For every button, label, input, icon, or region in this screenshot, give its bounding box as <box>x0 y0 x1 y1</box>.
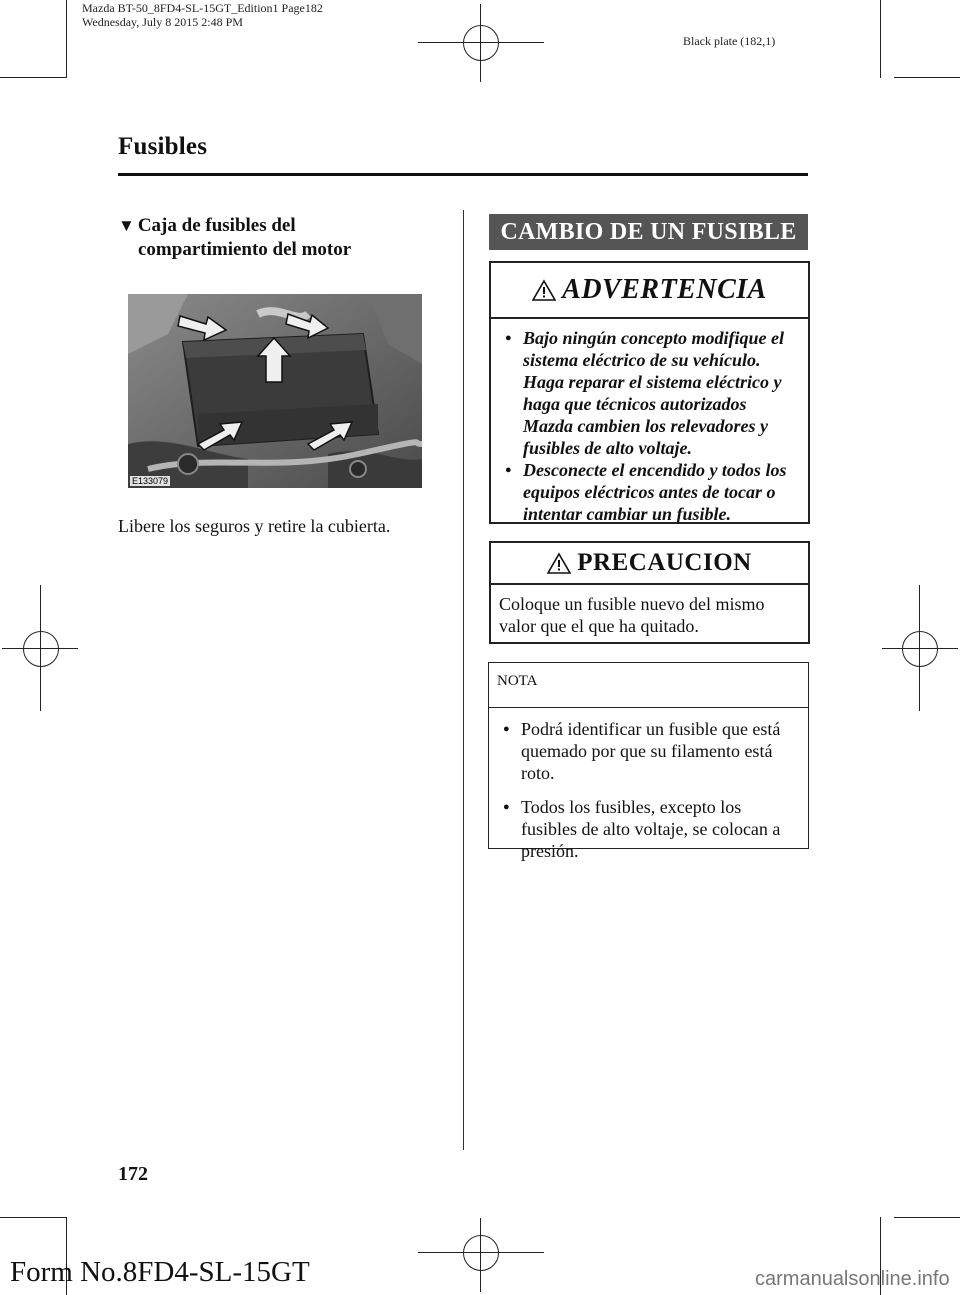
photo-caption: Libere los seguros y retire la cubierta. <box>118 516 391 536</box>
page-number: 172 <box>118 1163 148 1185</box>
warning-title: ADVERTENCIA <box>562 274 767 305</box>
crop-mark <box>880 0 881 78</box>
crop-mark <box>894 77 960 78</box>
fuse-box-photo <box>128 294 422 488</box>
subheading <box>118 214 448 262</box>
section-marker-icon: ▼ <box>118 216 135 235</box>
list-item: ● Todos los fusibles, excepto los fusibles de alto voltaje, se colocan a presión. <box>493 796 798 862</box>
crop-mark <box>0 1217 66 1218</box>
watermark: carmanualsonline.info <box>755 1268 950 1290</box>
warning-triangle-icon <box>547 552 571 574</box>
note-list <box>489 708 808 862</box>
caution-title: PRECAUCION <box>577 549 752 576</box>
column-divider <box>463 210 464 1150</box>
page-title: Fusibles <box>118 133 208 160</box>
warning-list <box>491 319 808 525</box>
form-number: Form No.8FD4-SL-15GT <box>10 1256 310 1288</box>
caution-header <box>491 543 808 585</box>
image-code: E133079 <box>132 476 169 486</box>
subheading-line2: compartimiento del motor <box>138 239 352 260</box>
crop-mark <box>894 1217 960 1218</box>
list-item: ● Desconecte el encendido y todos los equipos eléctricos antes de tocar o intentar cambiar un fusible. <box>495 459 798 525</box>
subheading-line1: Caja de fusibles del <box>137 215 296 236</box>
print-metadata <box>82 1 323 29</box>
list-item: ● Bajo ningún concepto modifique el sistema eléctrico de su vehículo. Haga reparar el sistema eléctrico y haga que técnicos autorizados Mazda cambien los relevadores y fusibles de alto voltaje. <box>495 327 798 459</box>
crop-mark <box>66 0 67 78</box>
warning-header <box>491 263 808 319</box>
caution-box <box>489 541 810 644</box>
warning-box <box>489 261 810 524</box>
print-meta-line1: Mazda BT-50_8FD4-SL-15GT_Edition1 Page182 <box>82 1 323 15</box>
caution-text: Coloque un fusible nuevo del mismo valor que el que ha quitado. <box>499 594 765 636</box>
print-meta-line2: Wednesday, July 8 2015 2:48 PM <box>82 15 243 29</box>
note-box <box>488 662 809 861</box>
plate-label: Black plate (182,1) <box>683 34 776 48</box>
list-item: ● Podrá identificar un fusible que está quemado por que su filamento está roto. <box>493 718 798 784</box>
crop-mark <box>0 77 66 78</box>
title-rule <box>118 173 808 176</box>
section-banner: CAMBIO DE UN FUSIBLE <box>489 214 808 250</box>
note-title: NOTA <box>489 663 808 708</box>
warning-triangle-icon <box>532 279 556 301</box>
